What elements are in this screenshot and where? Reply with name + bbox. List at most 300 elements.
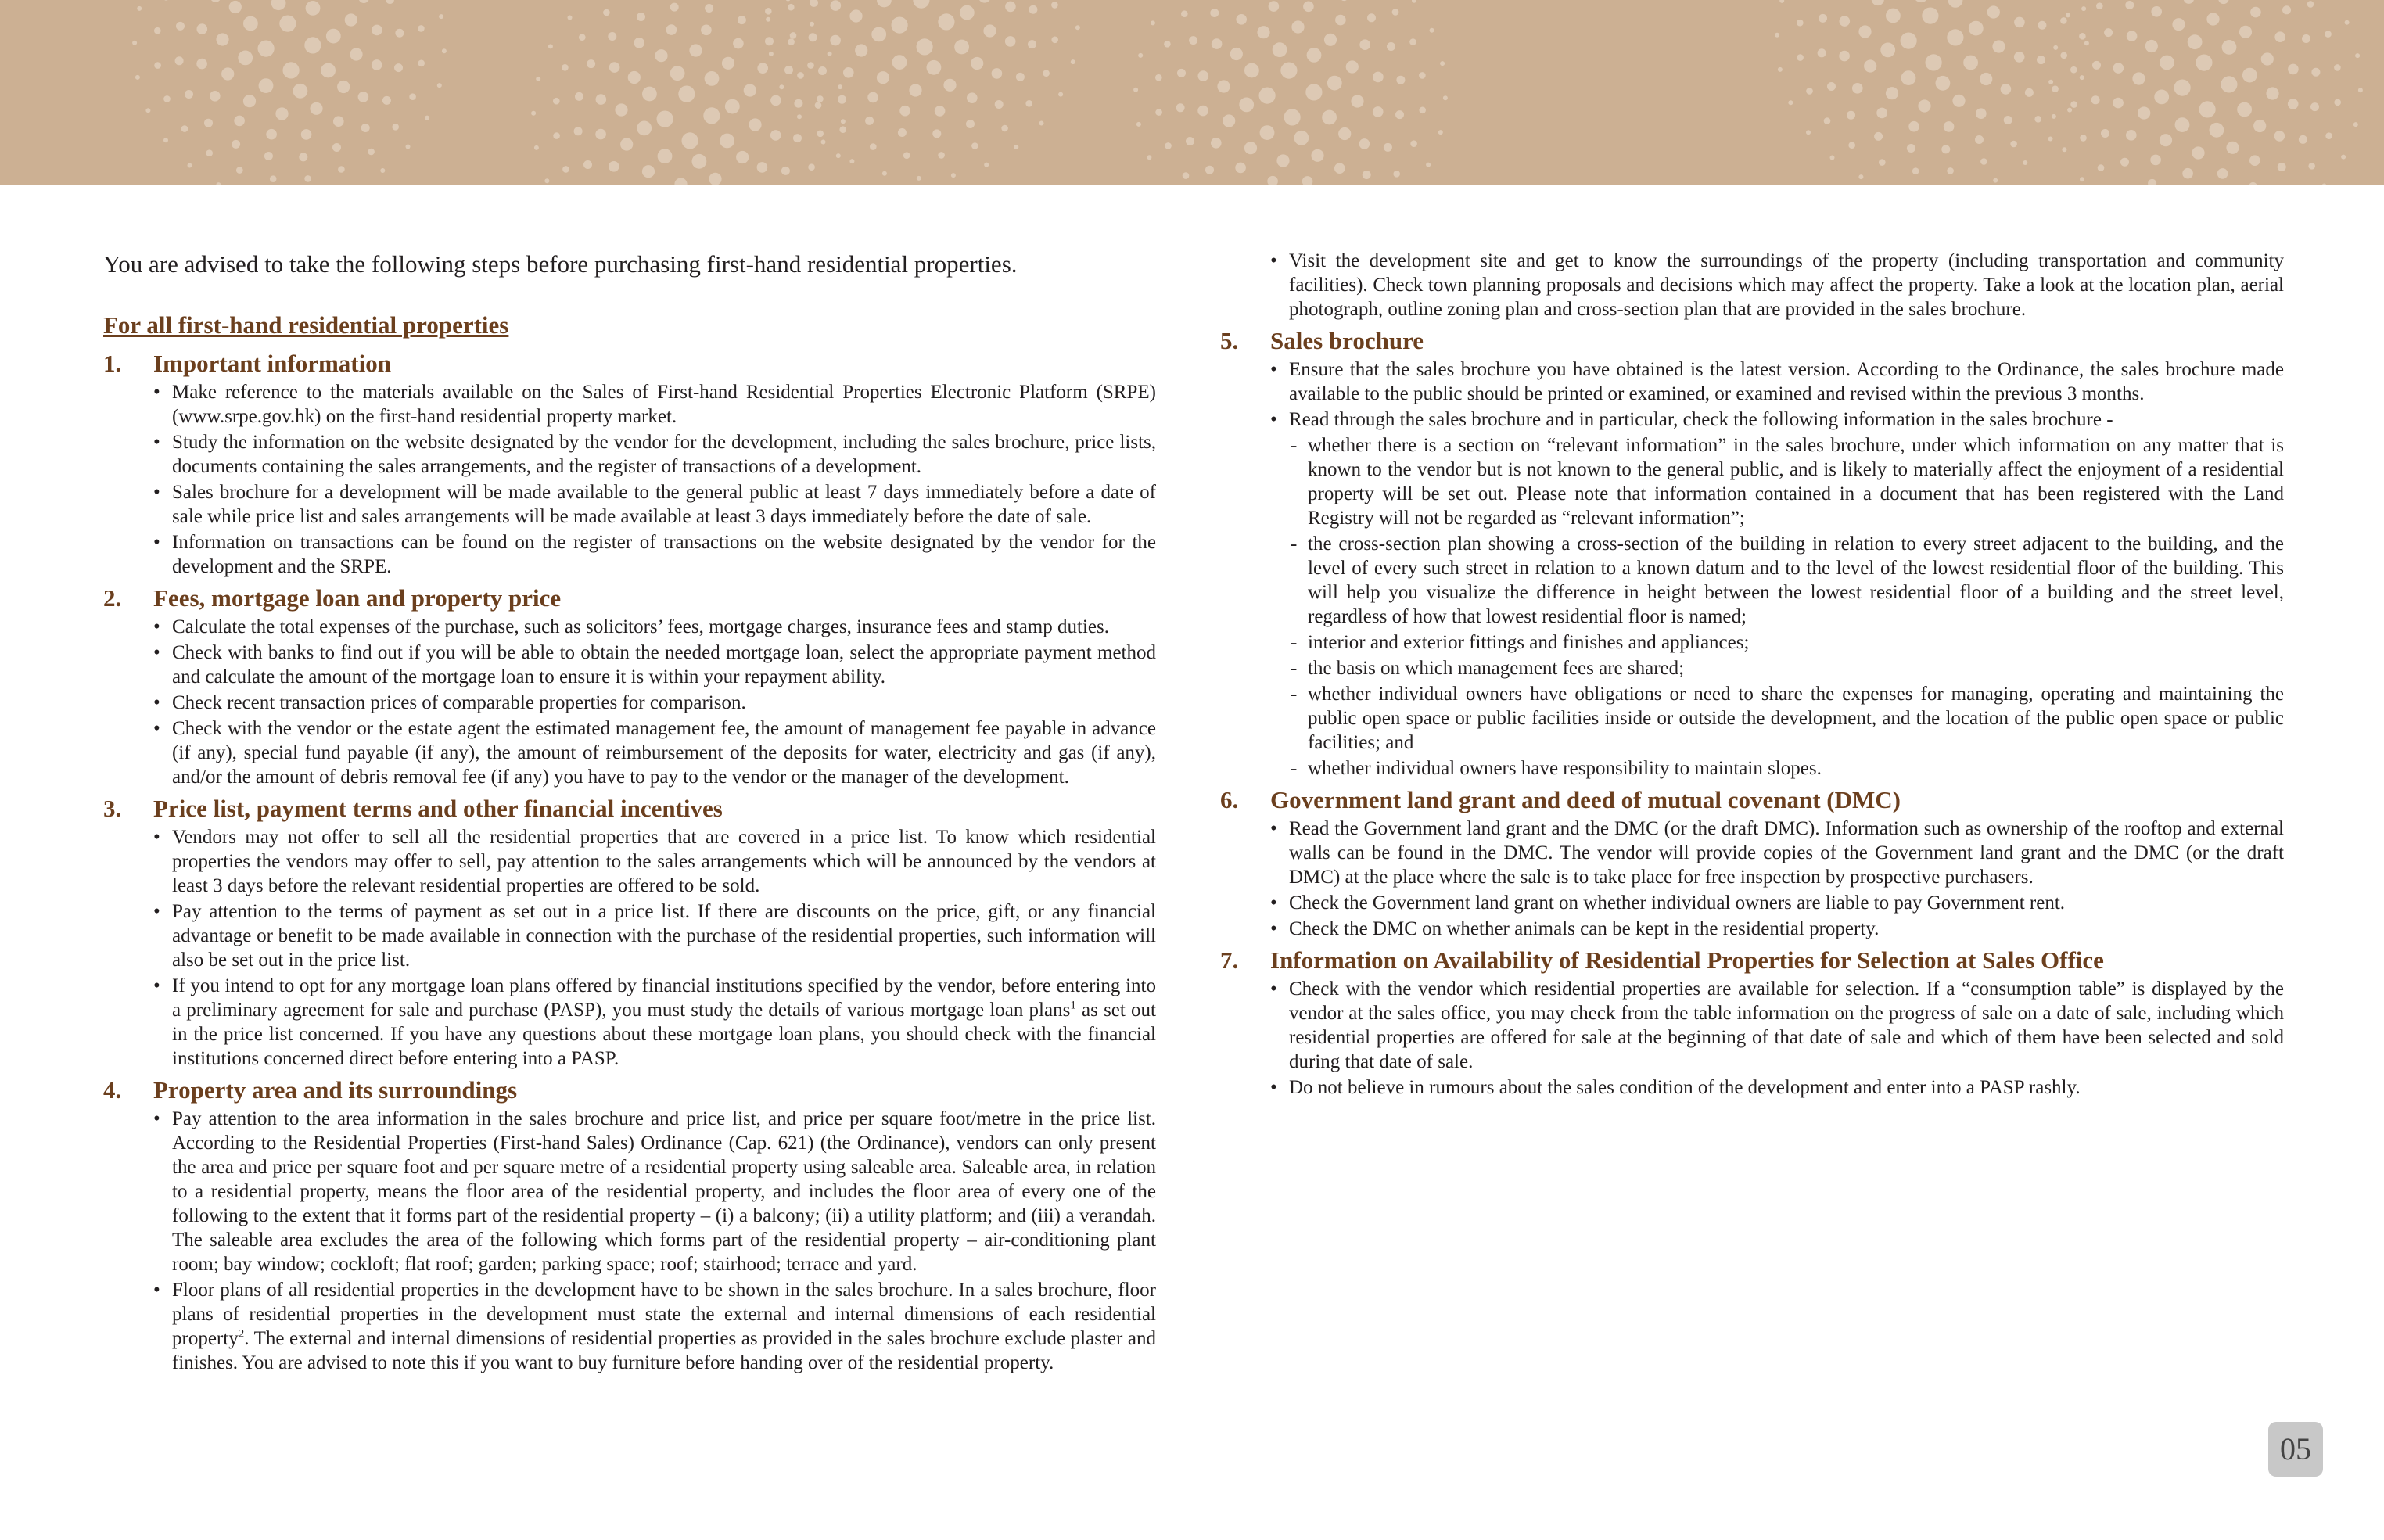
decorative-dot	[1058, 92, 1063, 97]
decorative-dot	[2079, 33, 2086, 40]
decorative-dot	[770, 130, 781, 141]
decorative-dot	[1334, 163, 1345, 174]
decorative-dot	[828, 52, 832, 56]
decorative-dot	[2325, 31, 2332, 38]
list-item: • Check with the vendor or the estate agent the estimated management fee, the amount of management fee payable in advance (if any), special fund payable (if any), the amount of reimbursement of the deposits for water, electricity and gas (if any), and/or the amount of debris removal fee (if any) you have to pay to the vendor or the manager of the development.	[153, 716, 1156, 789]
decorative-dot	[2066, 13, 2070, 17]
section-number: 2.	[103, 584, 122, 612]
decorative-dot	[2132, 72, 2145, 84]
decorative-dot	[595, 129, 606, 140]
decorative-dot	[779, 84, 784, 89]
decorative-dot	[682, 132, 698, 149]
decorative-dot	[1273, 42, 1287, 57]
decorative-dot	[1260, 125, 1275, 140]
decorative-dot	[562, 64, 569, 71]
decorative-dot	[637, 121, 652, 136]
decorative-dot	[1947, 167, 1954, 174]
decorative-dot	[1426, 163, 1431, 167]
decorative-dot	[2249, 155, 2260, 166]
decorative-dot	[628, 71, 641, 84]
section-4-continued-list	[1220, 249, 2284, 321]
decorative-dot	[394, 63, 403, 72]
section-number: 6.	[1220, 786, 1239, 813]
decorative-dot	[913, 0, 929, 9]
section-6-heading	[1220, 785, 2284, 815]
decorative-dot	[1879, 159, 1886, 166]
decorative-dot	[1051, 37, 1058, 44]
decorative-dot	[1797, 54, 1804, 61]
decorative-dot	[705, 4, 713, 13]
decorative-dot	[1340, 0, 1348, 1]
decorative-dot	[1014, 145, 1018, 149]
decorative-dot	[2174, 80, 2191, 96]
decorative-dot	[951, 173, 956, 178]
decorative-dot	[587, 59, 595, 68]
decorative-dot	[898, 128, 907, 137]
decorative-dot	[337, 81, 350, 93]
decorative-dot	[338, 166, 345, 173]
decorative-dot	[132, 41, 137, 45]
decorative-dot	[2310, 102, 2319, 111]
list-item: • Make reference to the materials available on the Sales of First-hand Residential Properties Electronic Platform (SRPE) (www.srpe.gov.hk) on the first-hand residential property market.	[153, 380, 1156, 429]
decorative-dot	[769, 52, 774, 56]
decorative-dot	[534, 145, 539, 150]
decorative-dot	[2210, 123, 2224, 138]
decorative-dot	[1393, 171, 1400, 178]
decorative-dot	[310, 102, 322, 115]
decorative-dot	[634, 38, 644, 48]
footnote-ref: 1	[1070, 999, 1076, 1012]
decorative-dot	[1039, 121, 1044, 126]
decorative-dot	[2278, 163, 2286, 171]
item-text: If you intend to opt for any mortgage loan plans offered by financial institutions specified by the vendor, before entering into a preliminary agreement for sale and purchase (PASP), you must study the details of various mortgage loan plans	[172, 975, 1156, 1021]
decorative-dot	[655, 49, 667, 62]
decorative-dot	[2192, 146, 2204, 159]
decorative-dot	[1912, 167, 1919, 174]
decorative-dot	[1373, 106, 1384, 117]
decorative-dot	[892, 16, 908, 33]
decorative-dot	[2266, 87, 2278, 99]
decorative-dot	[1948, 0, 1963, 8]
decorative-dot	[1384, 143, 1392, 152]
decorative-dot	[2062, 147, 2066, 152]
decorative-dot	[372, 25, 382, 36]
decorative-dot	[967, 92, 978, 103]
decorative-dot	[1001, 125, 1008, 132]
decorative-dot	[1952, 95, 1965, 107]
decorative-dot	[259, 78, 274, 93]
decorative-dot	[1430, 28, 1434, 33]
decorative-dot	[163, 138, 168, 142]
decorative-dot	[2355, 53, 2360, 58]
list-item: • Check with banks to find out if you will be able to obtain the needed mortgage loan, select the appropriate payment method and calculate the amount of the mortgage loan to ensure it is within your repayment ability.	[153, 641, 1156, 689]
decorative-dot	[1806, 130, 1811, 135]
decorative-dot	[1987, 5, 2000, 18]
decorative-dot	[386, 0, 394, 4]
decorative-dot	[232, 140, 240, 149]
decorative-dot	[321, 63, 336, 78]
decorative-dot	[2080, 135, 2087, 142]
decorative-dot	[418, 60, 425, 67]
decorative-dot	[1775, 33, 1779, 38]
decorative-dot	[1346, 60, 1359, 73]
decorative-dot	[935, 106, 946, 117]
decorative-dot	[1992, 40, 2005, 52]
decorative-dot	[1071, 59, 1075, 64]
decorative-dot	[553, 98, 560, 105]
list-item: • Check with the vendor which residential properties are available for selection. If a “consumption table” is displayed by the vendor at the sales office, you may check from the table information on the progress of sale on a date of sale, including which residential properties are offered for sale at the beginning of that date of sale and which of them have been selected and sold during that date of sale.	[1270, 977, 2284, 1074]
decorative-dot	[1198, 70, 1209, 81]
decorative-dot	[2222, 40, 2237, 55]
decorative-dot	[1409, 38, 1416, 45]
decorative-dot	[283, 62, 300, 78]
decorative-dot	[839, 126, 846, 133]
decorative-dot	[978, 0, 991, 3]
decorative-dot	[442, 48, 447, 53]
decorative-dot	[1936, 76, 1951, 91]
item-text: Read through the sales brochure and in particular, check the following information in the sales brochure -	[1289, 409, 2113, 430]
decorative-dot	[204, 119, 213, 127]
decorative-dot	[744, 84, 756, 96]
decorative-dot	[1212, 38, 1223, 49]
section-title: Property area and its surroundings	[153, 1076, 518, 1104]
decorative-dot	[960, 5, 975, 20]
decorative-dot	[722, 57, 734, 70]
decorative-dot	[418, 25, 425, 32]
decorative-dot	[216, 33, 228, 45]
list-item: • Check the Government land grant on whether individual owners are liable to pay Government rent.	[1270, 891, 2284, 915]
decorative-dot	[196, 59, 207, 70]
decorative-dot	[992, 68, 1003, 79]
decorative-dot	[971, 142, 978, 149]
decorative-dot	[306, 1, 321, 16]
decorative-dot	[882, 171, 887, 176]
decorative-dot	[1005, 2, 1016, 13]
decorative-dot	[531, 111, 536, 116]
decorative-dot	[790, 32, 797, 39]
decorative-dot	[2080, 177, 2084, 181]
decorative-dot	[1136, 122, 1141, 127]
decorative-dot	[2060, 52, 2067, 59]
decorative-dot	[701, 25, 712, 36]
decorative-dot	[1847, 111, 1855, 120]
decorative-dot	[2025, 88, 2034, 97]
decorative-dot	[808, 163, 815, 171]
decorative-dot	[1205, 166, 1214, 174]
decorative-dot	[409, 93, 416, 100]
decorative-dot	[877, 0, 892, 7]
decorative-dot	[1788, 100, 1793, 105]
decorative-dot	[243, 16, 258, 31]
decorative-dot	[670, 66, 685, 81]
decorative-dot	[843, 67, 854, 78]
decorative-dot	[2138, 106, 2150, 119]
decorative-dot	[1186, 137, 1194, 145]
section-number: 3.	[103, 795, 122, 822]
decorative-dot	[1267, 176, 1278, 185]
decorative-dot	[1259, 88, 1276, 104]
decorative-dot	[1327, 76, 1342, 91]
decorative-dot	[243, 95, 256, 107]
decorative-dot	[1176, 103, 1185, 112]
decorative-dot	[1947, 29, 1963, 45]
decorative-dot	[692, 154, 707, 169]
decorative-dot	[810, 0, 818, 7]
decorative-dot	[1848, 142, 1855, 149]
decorative-dot	[733, 38, 744, 49]
decorative-dot	[786, 0, 791, 2]
list-item	[153, 1278, 1156, 1375]
decorative-dot	[1396, 76, 1405, 84]
list-item: • Information on transactions can be found on the register of transactions on the website designated by the vendor for the development and the SRPE.	[153, 530, 1156, 579]
decorative-dot	[1827, 82, 1836, 91]
decorative-dot	[2113, 63, 2124, 74]
decorative-dot	[2053, 45, 2058, 50]
decorative-dot	[1151, 20, 1155, 25]
checklist-item: - the cross-section plan showing a cross-section of the building in relation to every street adjacent to the building, and the level of every such street in relation to a known datum and to the level of the lowest residential floor of the building. This will help you visualize the difference in height between the lowest residential floor of a building and the street level, regardless of how that lowest residential floor is named;	[1289, 532, 2284, 629]
decorative-dot	[368, 149, 375, 156]
decorative-dot	[135, 75, 140, 80]
decorative-dot	[1294, 131, 1309, 145]
checklist-item: - whether individual owners have responsibility to maintain slopes.	[1289, 756, 2284, 781]
decorative-dot	[2150, 155, 2161, 166]
decorative-dot	[817, 131, 824, 138]
decorative-dot	[781, 167, 790, 175]
checklist-item: - whether individual owners have obligations or need to share the expenses for managing, operating and maintaining the public open space or public facilities inside or outside the development, and the location of the public open space or public facilities; and	[1289, 682, 2284, 755]
decorative-dot	[1901, 33, 1917, 49]
decorative-dot	[439, 14, 443, 19]
decorative-dot	[536, 77, 540, 81]
decorative-dot	[966, 120, 975, 128]
decorative-dot	[983, 24, 996, 37]
item-text: Floor plans of all residential properties in the development have to be shown in the sales brochure. In a sales brochure, floor plans of residential properties in the development must state the external and internal dimensions of each residential property	[172, 1280, 1156, 1349]
decorative-dot	[757, 162, 768, 173]
decorative-dot	[2037, 56, 2045, 64]
decorative-dot	[2288, 64, 2299, 75]
decorative-dot	[2182, 168, 2193, 179]
decorative-dot	[2001, 84, 2012, 95]
section-3-list	[103, 825, 1156, 1071]
section-title: Fees, mortgage loan and property price	[153, 584, 562, 612]
decorative-dot	[903, 152, 910, 159]
decorative-dot	[2052, 85, 2059, 92]
decorative-dot	[1908, 121, 1919, 132]
section-5-heading	[1220, 326, 2284, 356]
decorative-dot	[2239, 26, 2252, 38]
decorative-dot	[620, 138, 633, 150]
decorative-dot	[855, 44, 867, 56]
decorative-dot	[1944, 121, 1955, 132]
decorative-dot	[841, 119, 846, 124]
decorative-dot	[2154, 90, 2169, 105]
checklist-item: - whether there is a section on “relevant information” in the sales brochure, under which information on any matter that is known to the vendor but is not known to the general public, and is likely to materially affect the enjoyment of a residential property will be set out. Please note that information contained in a document that has been registered with the Land Registry will not be regarded as “relevant information”;	[1289, 433, 2284, 530]
decorative-dot	[609, 161, 619, 172]
decorative-dot	[603, 9, 610, 16]
section-3-heading	[103, 794, 1156, 824]
section-4-heading	[103, 1075, 1156, 1105]
decorative-dot	[137, 6, 142, 11]
decorative-dot	[637, 13, 645, 21]
decorative-dot	[1918, 99, 1930, 112]
decorative-dot	[1311, 149, 1323, 162]
decorative-dot	[1852, 83, 1863, 94]
decorative-dot	[176, 22, 185, 31]
decorative-dot	[1338, 127, 1351, 140]
decorative-dot	[938, 13, 954, 30]
decorative-dot	[1305, 84, 1322, 100]
decorative-dot	[574, 127, 583, 135]
decorative-dot	[689, 44, 702, 56]
decorative-dot	[2096, 2, 2103, 9]
decorative-dot	[2274, 131, 2285, 142]
decorative-dot	[954, 40, 969, 55]
decorative-dot	[1005, 36, 1016, 47]
decorative-dot	[188, 163, 192, 168]
decorative-dot	[1210, 9, 1219, 17]
section-1-list	[103, 380, 1156, 579]
page-number: 05	[2268, 1422, 2323, 1477]
section-title: Important information	[153, 350, 391, 377]
decorative-dot	[1164, 41, 1171, 48]
decorative-dot	[2048, 80, 2053, 84]
decorative-dot	[238, 51, 253, 66]
decorative-dot	[870, 143, 877, 150]
decorative-dot	[1963, 56, 1978, 70]
decorative-dot	[2221, 76, 2237, 92]
decorative-dot	[830, 35, 841, 46]
decorative-dot	[2237, 102, 2252, 117]
decorative-dot	[2358, 88, 2363, 92]
decorative-dot	[210, 0, 221, 2]
decorative-dot	[807, 62, 814, 69]
section-1-heading	[103, 349, 1156, 379]
decorative-dot	[163, 95, 171, 102]
decorative-dot	[1016, 73, 1025, 81]
decorative-dot	[372, 59, 382, 70]
decorative-dot	[221, 67, 234, 80]
decorative-dot	[293, 84, 308, 99]
decorative-dot	[361, 124, 370, 132]
decorative-dot	[1280, 63, 1297, 79]
decorative-dot	[2302, 34, 2310, 43]
decorative-dot	[2081, 6, 2086, 11]
section-5-checklist	[1220, 433, 2284, 781]
decorative-dot	[2080, 75, 2084, 80]
section-7-list	[1220, 977, 2284, 1100]
decorative-dot	[703, 107, 720, 124]
decorative-dot	[2217, 168, 2228, 179]
list-item: • Study the information on the website designated by the vendor for the development, including the sales brochure, price lists, documents containing the sales arrangements, and the register of transactions of a development.	[153, 430, 1156, 479]
decorative-dot	[1392, 9, 1399, 16]
decorative-dot	[1155, 109, 1162, 116]
decorative-dot	[938, 152, 945, 159]
decorative-dot	[749, 118, 761, 131]
decorative-dot	[358, 0, 369, 3]
decorative-dot	[2125, 1, 2134, 9]
decorative-dot	[548, 44, 553, 48]
decorative-dot	[831, 0, 842, 11]
left-column	[103, 249, 1156, 1377]
decorative-dot	[2249, 182, 2257, 185]
decorative-dot	[326, 29, 341, 44]
decorative-dot	[2218, 0, 2229, 4]
decorative-dot	[2160, 56, 2174, 70]
decorative-dot	[1969, 21, 1984, 36]
decorative-dot	[2070, 101, 2077, 108]
decorative-dot	[175, 56, 184, 65]
decorative-dot	[406, 145, 411, 149]
decorative-dot	[1322, 110, 1337, 125]
decorative-dot	[1284, 109, 1301, 125]
decorative-dot	[892, 55, 907, 70]
decorative-dot	[210, 91, 221, 102]
decorative-dot	[1806, 88, 1813, 95]
decorative-dot	[770, 95, 781, 106]
section-5-list	[1220, 357, 2284, 432]
decorative-dot	[358, 92, 369, 102]
decorative-dot	[1257, 26, 1269, 38]
decorative-dot	[757, 63, 768, 74]
decorative-dot	[1907, 144, 1915, 153]
decorative-dot	[1138, 53, 1143, 58]
decorative-dot	[2311, 68, 2320, 77]
decorative-dot	[345, 13, 357, 26]
checklist-item: - interior and exterior fittings and finishes and appliances;	[1289, 630, 2284, 655]
checklist-item: - the basis on which management fees are shared;	[1289, 656, 2284, 680]
decorative-dot	[1980, 158, 1987, 165]
decorative-dot	[1830, 156, 1835, 160]
decorative-dot	[1858, 25, 1871, 38]
list-item: • Pay attention to the terms of payment as set out in a price list. If there are discounts on the price, gift, or any financial advantage or benefit to be made available in connection with the purchase of the residential properties, such information will also be set out in the price list.	[153, 899, 1156, 972]
decorative-dot	[2242, 68, 2257, 83]
decorative-dot	[2199, 101, 2216, 117]
decorative-dot	[181, 125, 188, 132]
decorative-dot	[765, 8, 772, 15]
decorative-dot	[1324, 34, 1337, 46]
decorative-dot	[2145, 40, 2158, 52]
decorative-dot	[1410, 140, 1417, 147]
decorative-dot	[258, 41, 275, 57]
decorative-dot	[2341, 155, 2346, 160]
list-item: • Sales brochure for a development will be made available to the general public at least 7 days immediately before a date of sale while price list and sales arrangements will be made available at least 3 days immediately before the date of sale.	[153, 480, 1156, 529]
decorative-dot	[2151, 6, 2162, 17]
decorative-dot	[658, 149, 673, 163]
decorative-dot	[271, 0, 286, 10]
decorative-dot	[788, 38, 795, 45]
decorative-dot	[380, 168, 385, 173]
decorative-dot	[2098, 164, 2105, 171]
decorative-dot	[809, 33, 817, 41]
decorative-dot	[2126, 130, 2137, 141]
list-item: • Check recent transaction prices of comparable properties for comparison.	[153, 691, 1156, 715]
list-item	[1270, 407, 2284, 432]
decorative-dot	[1183, 172, 1190, 179]
decorative-dot	[2334, 64, 2341, 71]
decorative-dot	[1302, 176, 1313, 185]
decorative-dot	[2226, 142, 2239, 154]
decorative-dot	[670, 3, 679, 12]
decorative-dot	[2014, 17, 2025, 28]
decorative-dot	[1244, 142, 1257, 154]
decorative-dot	[1043, 70, 1050, 77]
decorative-dot	[275, 107, 288, 120]
footnote-ref: 2	[238, 1327, 245, 1341]
decorative-dot	[1980, 73, 1992, 85]
decorative-dot	[1307, 48, 1322, 63]
decorative-dot	[562, 166, 569, 173]
list-item: • Do not believe in rumours about the sales condition of the development and enter into a PASP rashly.	[1270, 1075, 2284, 1100]
decorative-dot	[1941, 145, 1950, 153]
